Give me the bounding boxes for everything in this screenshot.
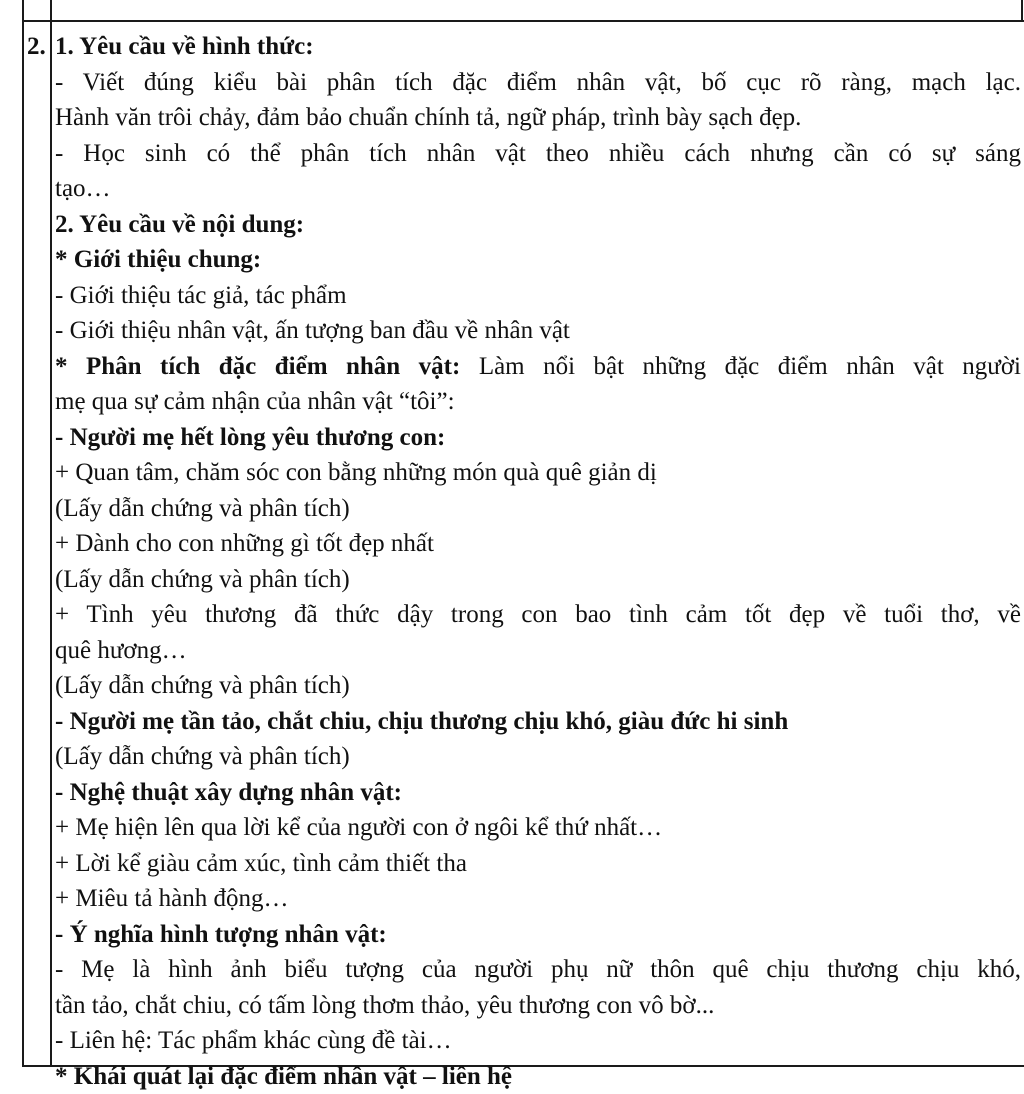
content-line: [55, 29, 1021, 65]
table-top-border: [22, 20, 1024, 22]
content-line: [55, 207, 1021, 243]
row-number: 2.: [27, 29, 46, 64]
bold-text: - Nghệ thuật xây dựng nhân vật:: [55, 779, 402, 806]
line-text: tần tảo, chắt chiu, có tấm lòng thơm thảo, yêu thương con vô bờ...: [55, 992, 714, 1019]
content-line: [55, 136, 1021, 172]
line-text: (Lấy dẫn chứng và phân tích): [55, 566, 350, 593]
line-text: - Học sinh có thể phân tích nhân vật theo nhiều cách nhưng cần có sự sáng: [55, 140, 1021, 167]
content-line: [55, 562, 1021, 598]
line-text: + Tình yêu thương đã thức dậy trong con bao tình cảm tốt đẹp về tuổi thơ, về: [55, 601, 1021, 628]
bold-text: * Khái quát lại đặc điểm nhân vật – liên hệ: [55, 1063, 512, 1090]
content-line: [55, 846, 1021, 882]
content-line: [55, 242, 1021, 278]
content-line: [55, 917, 1021, 953]
content-line: [55, 313, 1021, 349]
bold-text: 1. Yêu cầu về hình thức:: [55, 33, 314, 60]
table-column-divider: [50, 0, 52, 1067]
line-text: - Mẹ là hình ảnh biểu tượng của người phụ nữ thôn quê chịu thương chịu khó,: [55, 956, 1021, 983]
table-left-border: [22, 0, 24, 1067]
content-line: [55, 739, 1021, 775]
line-text: (Lấy dẫn chứng và phân tích): [55, 743, 350, 770]
content-line: [55, 704, 1021, 740]
content-line: [55, 526, 1021, 562]
content-line: [55, 597, 1021, 633]
content-line: [55, 278, 1021, 314]
content-line: [55, 1023, 1021, 1059]
bold-text: * Phân tích đặc điểm nhân vật:: [55, 353, 460, 380]
content-line: [55, 420, 1021, 456]
line-text: mẹ qua sự cảm nhận của nhân vật “tôi”:: [55, 388, 455, 415]
content-line: [55, 988, 1021, 1024]
content-line: [55, 455, 1021, 491]
content-line: [55, 349, 1021, 385]
bold-text: - Người mẹ hết lòng yêu thương con:: [55, 424, 445, 451]
bold-text: - Người mẹ tần tảo, chắt chiu, chịu thương chịu khó, giàu đức hi sinh: [55, 708, 788, 735]
line-text: + Mẹ hiện lên qua lời kể của người con ở ngôi kể thứ nhất…: [55, 814, 662, 841]
line-text: (Lấy dẫn chứng và phân tích): [55, 495, 350, 522]
line-text: + Lời kể giàu cảm xúc, tình cảm thiết tha: [55, 850, 467, 877]
line-text: - Liên hệ: Tác phẩm khác cùng đề tài…: [55, 1027, 452, 1054]
line-text: Làm nổi bật những đặc điểm nhân vật người: [460, 353, 1021, 380]
content-line: [55, 384, 1021, 420]
content-line: [55, 171, 1021, 207]
bold-text: 2. Yêu cầu về nội dung:: [55, 211, 304, 238]
table-right-border: [1021, 0, 1023, 22]
bold-text: * Giới thiệu chung:: [55, 246, 261, 273]
line-text: quê hương…: [55, 637, 187, 664]
content-line: [55, 881, 1021, 917]
bold-text: - Ý nghĩa hình tượng nhân vật:: [55, 921, 387, 948]
content-line: [55, 491, 1021, 527]
line-text: Hành văn trôi chảy, đảm bảo chuẩn chính tả, ngữ pháp, trình bày sạch đẹp.: [55, 104, 801, 131]
line-text: + Dành cho con những gì tốt đẹp nhất: [55, 530, 434, 557]
content-line: [55, 1059, 1021, 1094]
content-line: [55, 952, 1021, 988]
content-line: [55, 810, 1021, 846]
line-text: - Giới thiệu nhân vật, ấn tượng ban đầu về nhân vật: [55, 317, 570, 344]
content-line: [55, 668, 1021, 704]
line-text: + Miêu tả hành động…: [55, 885, 289, 912]
content-line: [55, 65, 1021, 101]
content-line: [55, 775, 1021, 811]
line-text: (Lấy dẫn chứng và phân tích): [55, 672, 350, 699]
line-text: + Quan tâm, chăm sóc con bằng những món quà quê giản dị: [55, 459, 657, 486]
content-line: [55, 100, 1021, 136]
line-text: - Giới thiệu tác giả, tác phẩm: [55, 282, 347, 309]
answer-content: [55, 29, 1021, 1094]
content-line: [55, 633, 1021, 669]
line-text: tạo…: [55, 175, 111, 202]
line-text: - Viết đúng kiểu bài phân tích đặc điểm nhân vật, bố cục rõ ràng, mạch lạc.: [55, 69, 1021, 96]
